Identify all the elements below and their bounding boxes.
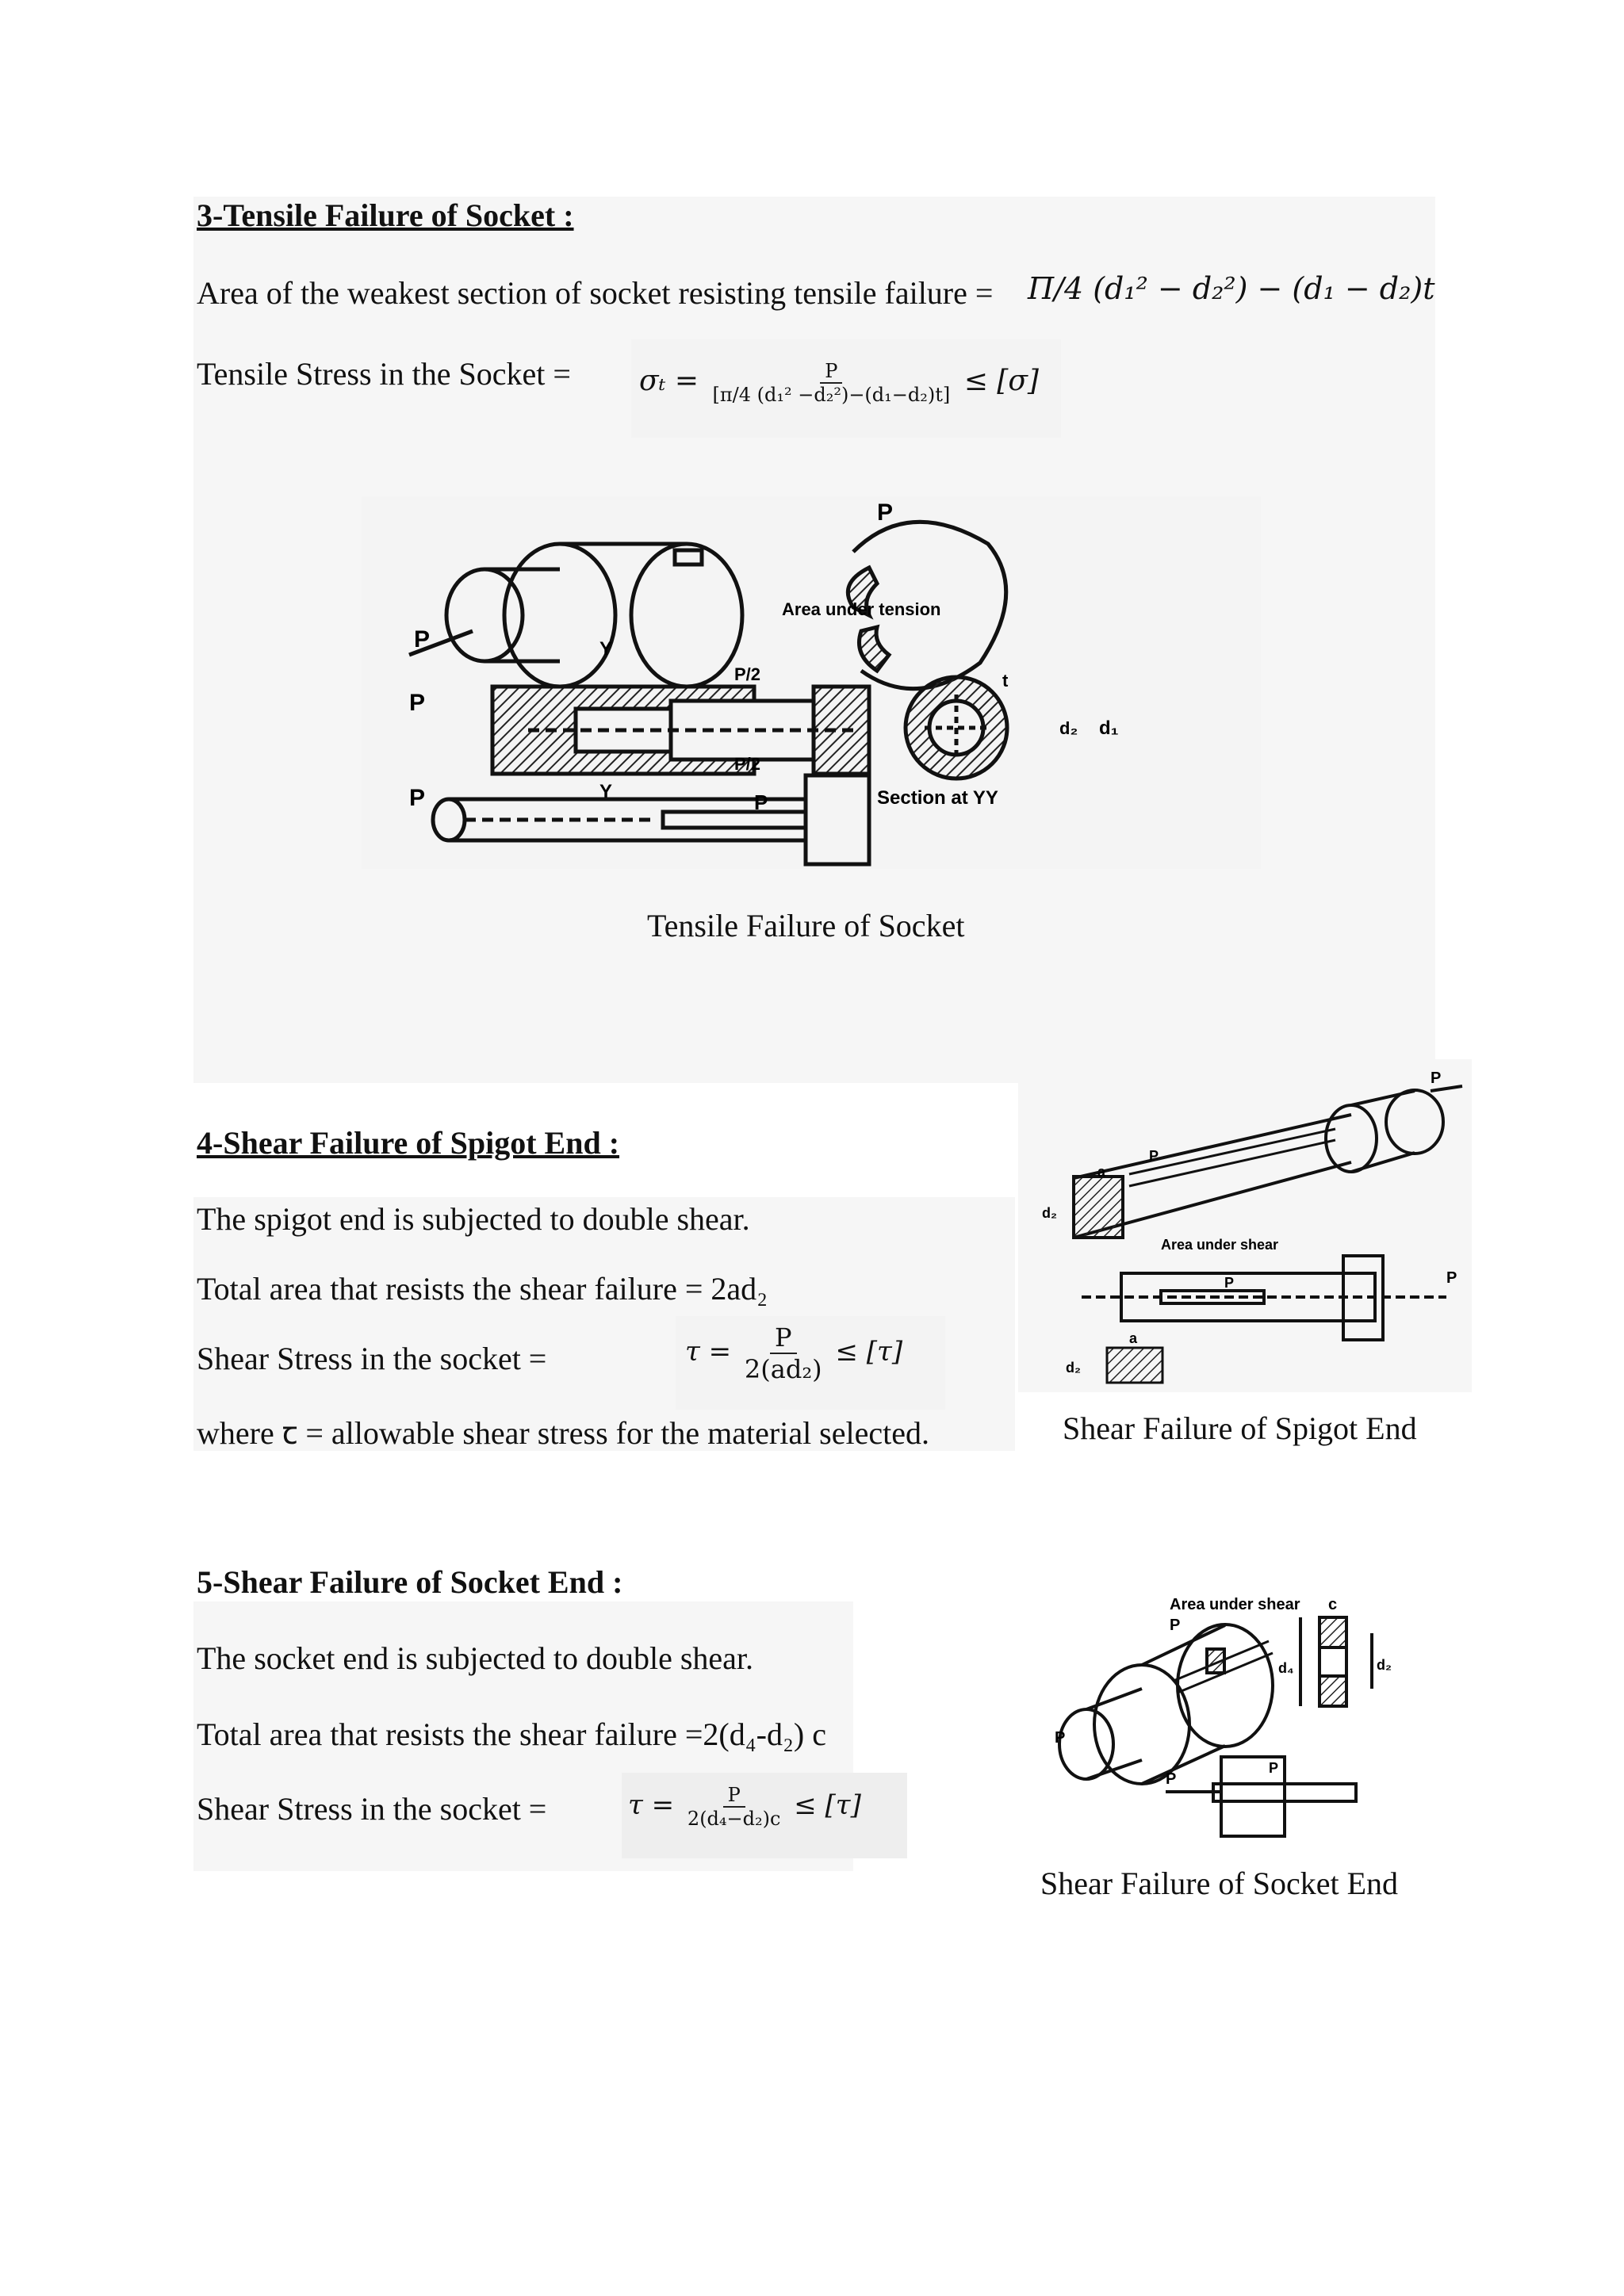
section4-caption: Shear Failure of Spigot End (1063, 1410, 1417, 1446)
section5-caption: Shear Failure of Socket End (1040, 1866, 1398, 1901)
p-label-inner: P (1224, 1275, 1235, 1291)
section5-line2: Total area that resists the shear failure =2(d₄-d₂) c (197, 1716, 826, 1752)
section3-area-formula: Π/4 (d₁² − d₂²) − (d₁ − d₂)t (1028, 271, 1435, 306)
section-yy-label: Section at YY (877, 787, 998, 809)
section-cut (492, 687, 869, 774)
p2-label-bottom: P/2 (734, 754, 761, 774)
shear-area-section (1107, 1348, 1162, 1383)
section4-line1: The spigot end is subjected to double shear. (197, 1201, 750, 1237)
formula-numerator: P (723, 1784, 745, 1808)
a-label-bottom: a (1129, 1330, 1138, 1346)
d2-label: d₂ (1059, 718, 1078, 738)
area-under-shear-label: Area under shear (1161, 1237, 1279, 1253)
section3-heading: 3-Tensile Failure of Socket : (197, 197, 574, 233)
p-label-middle: P (409, 690, 426, 716)
d2-label-bottom: d₂ (1066, 1360, 1081, 1376)
tensile-failure-figure (362, 496, 1261, 869)
section3-caption: Tensile Failure of Socket (647, 908, 965, 943)
section3-area-label: Area of the weakest section of socket resisting tensile failure = (197, 275, 994, 311)
t-label: t (1002, 671, 1009, 691)
p2-label-top: P/2 (734, 664, 761, 684)
section3-stress-label: Tensile Stress in the Socket = (197, 356, 571, 392)
p-label-inner: P (1269, 1760, 1279, 1776)
section4-line2: Total area that resists the shear failure = 2ad₂ (197, 1271, 768, 1307)
p-label-top: P (414, 626, 431, 652)
section5-line1: The socket end is subjected to double shear. (197, 1640, 754, 1676)
d2-label: d₂ (1377, 1657, 1392, 1673)
section-yy-ring (906, 677, 1007, 779)
section3-stress-formula (631, 339, 1061, 438)
formula-lhs: τ = (685, 1336, 732, 1368)
p-label-bottom: P (409, 785, 426, 811)
formula-rhs: ≤ [τ] (794, 1789, 861, 1821)
formula-numerator: P (770, 1322, 797, 1354)
p-label-top: P (1431, 1070, 1442, 1087)
p-label-left: P (1055, 1729, 1066, 1747)
a-label-top: a (1097, 1164, 1106, 1180)
formula-numerator: P (820, 360, 842, 384)
formula-rhs: ≤ [σ] (963, 365, 1039, 397)
formula-lhs: σₜ = (639, 365, 699, 397)
p-label-side: P (1446, 1269, 1457, 1287)
p-label-bottom: P (1166, 1770, 1177, 1788)
formula-denominator: [π/4 (d₁² −d₂²)−(d₁−d₂)t] (712, 384, 951, 406)
y-label-top: Y (599, 638, 613, 660)
section5-stress-label: Shear Stress in the socket = (197, 1791, 547, 1827)
formula-denominator: 2(d₄−d₂)c (687, 1808, 781, 1830)
d4-label: d₄ (1278, 1660, 1294, 1676)
spigot-shear-figure (1018, 1059, 1472, 1392)
socket-body (1059, 1624, 1273, 1784)
p-label-socket: P (877, 499, 894, 526)
c-label: c (1328, 1596, 1338, 1613)
d2-label-top: d₂ (1042, 1205, 1057, 1221)
section4-stress-label: Shear Stress in the socket = (197, 1341, 547, 1376)
section4-where-line: where ꞇ = allowable shear stress for the material selected. (197, 1415, 929, 1451)
socket-shear-figure (1031, 1530, 1396, 1847)
d1-label: d₁ (1099, 718, 1119, 739)
section5-stress-formula (622, 1773, 907, 1858)
formula-denominator: 2(ad₂) (744, 1354, 822, 1384)
p-label-slot: P (1149, 1148, 1159, 1164)
section4-stress-formula (676, 1316, 945, 1410)
formula-lhs: τ = (628, 1789, 675, 1821)
socket-section-view (1300, 1617, 1372, 1706)
section4-heading: 4-Shear Failure of Spigot End : (197, 1125, 620, 1161)
y-label-bottom: Y (599, 781, 613, 802)
area-under-shear-label: Area under shear (1170, 1596, 1300, 1613)
p-label-plan: P (754, 790, 768, 814)
section5-heading: 5-Shear Failure of Socket End : (197, 1564, 623, 1600)
socket-bottom-view (1166, 1757, 1356, 1836)
area-under-tension-label: Area under tension (782, 599, 941, 619)
p-label-top: P (1170, 1617, 1181, 1634)
formula-rhs: ≤ [τ] (835, 1336, 903, 1368)
